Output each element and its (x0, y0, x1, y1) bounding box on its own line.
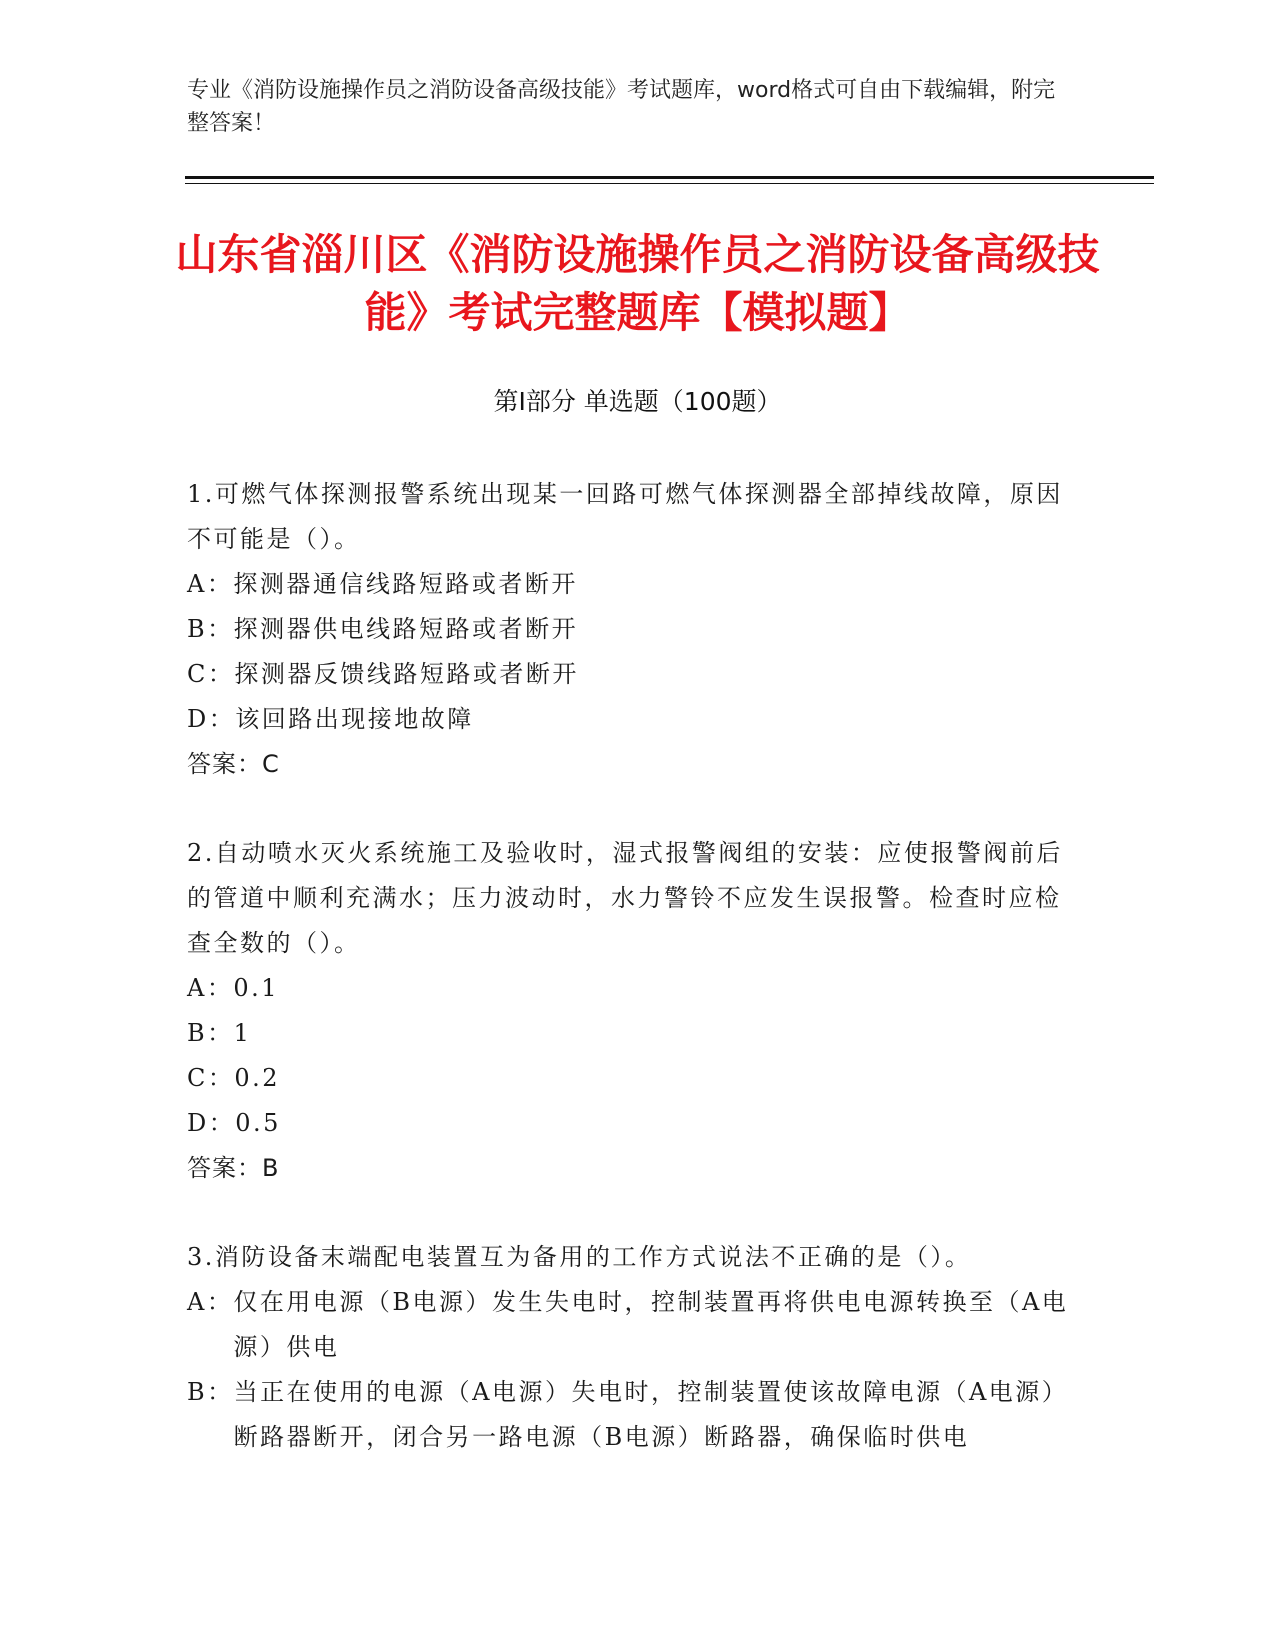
option-b (187, 1370, 1087, 1460)
question-stem: 3.消防设备末端配电装置互为备用的工作方式说法不正确的是（）。 (187, 1243, 972, 1271)
option-key: C： (187, 1064, 235, 1092)
option-key: A： (187, 570, 234, 598)
option-text: 该回路出现接地故障 (235, 705, 474, 733)
option-text: 0.2 (234, 1064, 281, 1092)
option-text: 0.1 (233, 974, 280, 1002)
document-title: 山东省淄川区《消防设施操作员之消防设备高级技能》考试完整题库【模拟题】 (175, 230, 1100, 337)
option-a (187, 966, 1087, 1011)
question-stem: 1.可燃气体探测报警系统出现某一回路可燃气体探测器全部掉线故障，原因不可能是（）。 (187, 480, 1063, 553)
option-b (187, 607, 1087, 652)
option-text: 探测器反馈线路短路或者断开 (234, 660, 579, 688)
option-key: B： (187, 615, 234, 643)
option-text: 1 (233, 1019, 252, 1047)
option-a (187, 1280, 1087, 1370)
option-text: 探测器通信线路短路或者断开 (233, 570, 578, 598)
header-note: 专业《消防设施操作员之消防设备高级技能》考试题库，word格式可自由下载编辑，附完整答案！ (187, 78, 1056, 136)
option-b (187, 1011, 1087, 1056)
question-1 (187, 472, 1087, 787)
option-d (187, 697, 1087, 742)
option-key: C： (187, 660, 235, 688)
option-a (187, 562, 1087, 607)
option-key: A： (187, 974, 234, 1002)
question-stem: 2.自动喷水灭火系统施工及验收时，湿式报警阀组的安装：应使报警阀前后的管道中顺利充满水；压力波动时，水力警铃不应发生误报警。检查时应检查全数的（）。 (187, 839, 1063, 957)
option-key: D： (187, 1109, 236, 1137)
option-key: D： (187, 705, 236, 733)
answer: 答案：C (187, 750, 280, 778)
option-d (187, 1101, 1087, 1146)
option-key: A： (187, 1288, 234, 1316)
option-text: 当正在使用的电源（A电源）失电时，控制装置使该故障电源（A电源）断路器断开，闭合另一路电源（B电源）断路器，确保临时供电 (233, 1378, 1069, 1451)
question-3 (187, 1235, 1087, 1460)
option-key: B： (187, 1378, 234, 1406)
header-divider-thin (185, 183, 1154, 184)
option-c (187, 1056, 1087, 1101)
answer: 答案：B (187, 1154, 280, 1182)
question-list (187, 472, 1087, 1504)
option-text: 仅在用电源（B电源）发生失电时，控制装置再将供电电源转换至（A电源）供电 (233, 1288, 1069, 1361)
option-c (187, 652, 1087, 697)
option-key: B： (187, 1019, 234, 1047)
option-text: 探测器供电线路短路或者断开 (233, 615, 579, 643)
header-divider-thick (185, 176, 1154, 179)
section-title: 第I部分 单选题（100题） (493, 387, 782, 416)
option-text: 0.5 (235, 1109, 281, 1137)
question-2 (187, 831, 1087, 1191)
